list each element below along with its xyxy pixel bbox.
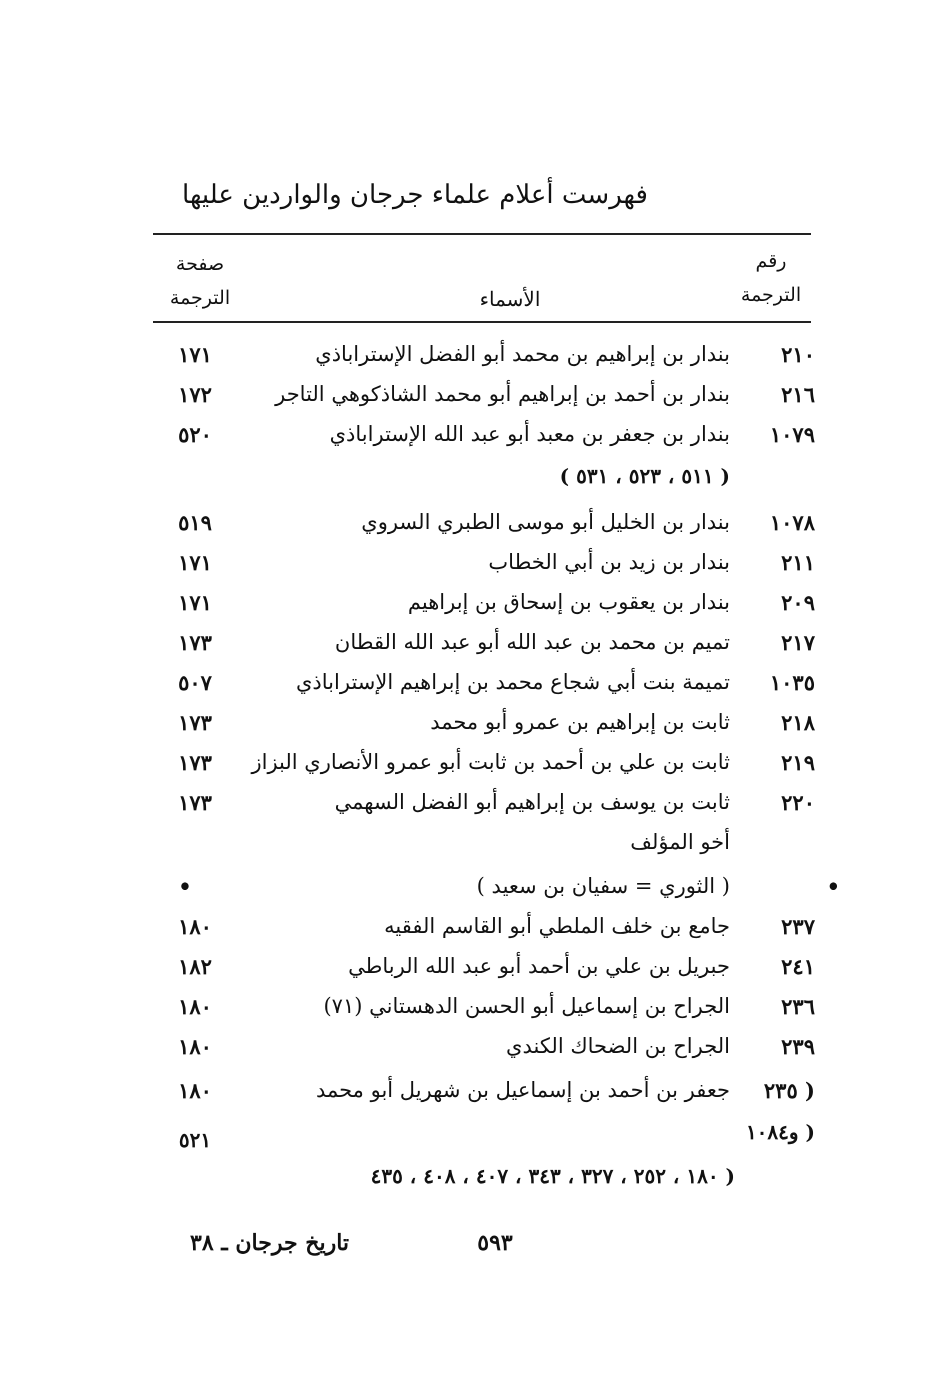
entry-page: ٥١٩ [178, 510, 212, 535]
entry-name: تميم بن محمد بن عبد الله أبو عبد الله القطان [334, 630, 730, 654]
entry-number: ٢٣٦ [781, 994, 815, 1019]
entry-name-continuation: أخو المؤلف [630, 830, 730, 854]
column-header-page-line1: صفحة [175, 253, 225, 275]
entry-name: ثابت بن إبراهيم بن عمرو أبو محمد [430, 710, 730, 734]
entry-page: ١٧٣ [178, 790, 212, 815]
index-row [0, 510, 944, 550]
index-row [0, 790, 944, 830]
entry-page: ١٧٣ [178, 630, 212, 655]
index-row [0, 874, 944, 914]
entry-number: ٢١١ [781, 550, 815, 575]
entry-number: ٢١٩ [781, 750, 815, 775]
index-row [0, 1078, 944, 1118]
entry-page: ١٧٣ [178, 710, 212, 735]
entry-number: ٢١٦ [781, 382, 815, 407]
entry-page: ٥٢٠ [178, 422, 212, 447]
entry-number: ٢٤١ [781, 954, 815, 979]
index-row [0, 1034, 944, 1074]
index-row [0, 670, 944, 710]
page-number: ٥٩٣ [477, 1230, 513, 1256]
entry-page: ٥٠٧ [178, 670, 212, 695]
entry-name: جبريل بن علي بن أحمد أبو عبد الله الرباطي [348, 954, 730, 978]
entry-number: ( ٢٣٥ [763, 1078, 815, 1103]
entry-name: بندار بن يعقوب بن إسحاق بن إبراهيم [407, 590, 730, 614]
entry-number: ٢٠٩ [781, 590, 815, 615]
entry-references: ( ١٨٠ ، ٢٥٢ ، ٣٢٧ ، ٣٤٣ ، ٤٠٧ ، ٤٠٨ ، ٤٣٥ [370, 1164, 735, 1188]
entry-name: جعفر بن أحمد بن إسماعيل بن شهريل أبو محمد [315, 1078, 730, 1102]
column-header-number [726, 244, 816, 312]
index-row [0, 994, 944, 1034]
index-row [0, 590, 944, 630]
entry-number: ٢١٠ [781, 342, 815, 367]
entry-number: ٢١٧ [781, 630, 815, 655]
entry-number: ٢١٨ [781, 710, 815, 735]
entry-name: ثابت بن يوسف بن إبراهيم أبو الفضل السهمي [334, 790, 730, 814]
entry-number: ٢٣٩ [781, 1034, 815, 1059]
column-header-page [150, 247, 250, 315]
entry-name: ثابت بن علي بن أحمد بن ثابت أبو عمرو الأنصاري البزاز [251, 750, 730, 774]
index-row [0, 550, 944, 590]
entry-name: الجراح بن الضحاك الكندي [506, 1034, 730, 1058]
index-row [0, 630, 944, 670]
column-header-names: الأسماء [479, 287, 541, 311]
column-header-number-line1: رقم [755, 250, 787, 272]
entry-name: جامع بن خلف الملطي أبو القاسم الفقيه [384, 914, 730, 938]
entry-page: ١٨٠ [178, 994, 212, 1019]
index-row [0, 914, 944, 954]
entry-page: ١٧١ [178, 590, 212, 615]
entry-page: ١٧١ [178, 342, 212, 367]
index-row [0, 422, 944, 462]
entry-number-continuation: ( و١٠٨٤ [745, 1120, 815, 1144]
index-row [0, 710, 944, 750]
entry-name: بندار بن الخليل أبو موسى الطبري السروي [361, 510, 730, 534]
entry-number: ٢٣٧ [781, 914, 815, 939]
index-row [0, 382, 944, 422]
book-signature: تاريخ جرجان ـ ٣٨ [190, 1230, 350, 1256]
entry-number: ١٠٧٨ [769, 510, 815, 535]
entry-number: ٢٢٠ [781, 790, 815, 815]
column-header-number-line2: الترجمة [740, 284, 802, 306]
entry-name: تميمة بنت أبي شجاع محمد بن إبراهيم الإستراباذي [296, 670, 730, 694]
entry-references: ( ٥١١ ، ٥٢٣ ، ٥٣١ ) [559, 464, 730, 488]
entry-name: بندار بن جعفر بن معبد أبو عبد الله الإستراباذي [329, 422, 730, 446]
entry-page: ١٧٣ [178, 750, 212, 775]
entry-number: ١٠٧٩ [769, 422, 815, 447]
entry-name: بندار بن إبراهيم بن محمد أبو الفضل الإستراباذي [315, 342, 730, 366]
entry-name: الجراح بن إسماعيل أبو الحسن الدهستاني (٧١) [323, 994, 730, 1018]
header-bottom-rule [153, 321, 811, 323]
entry-page: ١٨٢ [178, 954, 212, 979]
entry-number: ١٠٣٥ [769, 670, 815, 695]
entry-page-continuation: ٥٢١ [178, 1128, 212, 1152]
entry-page: ١٧١ [178, 550, 212, 575]
entry-page: ١٨٠ [178, 914, 212, 939]
entry-name: بندار بن أحمد بن إبراهيم أبو محمد الشاذكوهي التاجر [275, 382, 730, 406]
index-row [0, 954, 944, 994]
header-top-rule [153, 233, 811, 235]
entry-page: ١٨٠ [178, 1078, 212, 1103]
entry-page: • [178, 874, 192, 899]
entry-name: ( الثوري = سفيان بن سعيد ) [476, 874, 730, 898]
column-header-page-line2: الترجمة [169, 287, 231, 309]
entry-number: • [826, 874, 840, 899]
entry-page: ١٧٢ [178, 382, 212, 407]
page-title: فهرست أعلام علماء جرجان والواردين عليها [182, 180, 648, 210]
entry-name: بندار بن زيد بن أبي الخطاب [488, 550, 730, 574]
index-row [0, 750, 944, 790]
entry-page: ١٨٠ [178, 1034, 212, 1059]
index-row [0, 342, 944, 382]
